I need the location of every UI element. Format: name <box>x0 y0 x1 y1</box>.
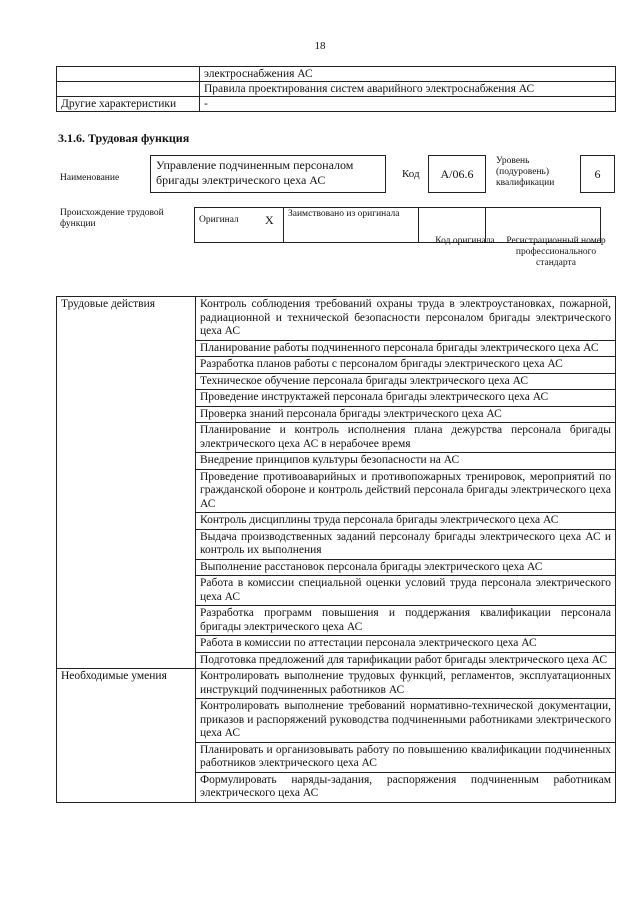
borrowed-label: Заимствовано из оригинала <box>284 208 419 243</box>
labor-action-item: Контроль дисциплины труда персонала бригады электрического цеха АС <box>196 513 616 530</box>
function-name-value: Управление подчиненным персоналом бригады электрического цеха АС <box>150 155 386 193</box>
labor-action-item: Работа в комиссии специальной оценки условий труда персонала электрического цеха АС <box>196 576 616 606</box>
table-row <box>57 453 616 470</box>
labor-action-item: Планирование и контроль исполнения плана дежурства персонала бригады электрического цеха АС в нерабочее время <box>196 423 616 453</box>
labor-action-group-label: Трудовые действия <box>57 297 196 341</box>
table-row <box>57 357 616 374</box>
table-row <box>57 373 616 390</box>
labor-action-item: Проведение противоаварийных и противопожарных тренировок, мероприятий по гражданской обороне и контроль действий персонала бригады электрического цеха АС <box>196 469 616 513</box>
group-label-cell <box>57 340 196 357</box>
function-details-table <box>56 296 616 803</box>
skill-item: Планировать и организовывать работу по повышению квалификации подчиненных работников электрического цеха АС <box>196 742 616 772</box>
page-number: 18 <box>314 40 326 52</box>
labor-action-item: Контроль соблюдения требований охраны труда в электроустановках, пожарной, радиационной и технической безопасности персоналом бригады электрического цеха АС <box>196 297 616 341</box>
group-label-cell <box>57 357 196 374</box>
labor-action-item: Работа в комиссии по аттестации персонала электрического цеха АС <box>196 636 616 653</box>
group-label-cell <box>57 559 196 576</box>
level-value: 6 <box>580 155 615 193</box>
group-label-cell <box>57 529 196 559</box>
name-label: Наименование <box>60 173 120 183</box>
table-row <box>57 67 616 82</box>
skill-item: Формулировать наряды-задания, распоряжения подчиненным работникам электрического цеха АС <box>196 772 616 802</box>
reg-caption: Регистрационный номер профессионального стандарта <box>506 236 606 268</box>
group-label-cell <box>57 606 196 636</box>
skill-item: Контролировать выполнение требований нормативно-технической документации, приказов и распоряжений руководства подчиненными работниками электрического цеха АС <box>196 699 616 743</box>
table-row <box>57 406 616 423</box>
table-cell: Правила проектирования систем аварийного электроснабжения АС <box>200 82 616 97</box>
table-row <box>57 97 616 112</box>
table-row <box>57 297 616 341</box>
group-label-cell <box>57 469 196 513</box>
labor-action-item: Разработка программ повышения и поддержания квалификации персонала бригады электрического цеха АС <box>196 606 616 636</box>
group-label-cell <box>57 636 196 653</box>
labor-action-item: Планирование работы подчиненного персонала бригады электрического цеха АС <box>196 340 616 357</box>
table-row <box>57 742 616 772</box>
table-cell <box>57 67 200 82</box>
table-row <box>57 559 616 576</box>
table-row <box>57 529 616 559</box>
skill-item: Контролировать выполнение трудовых функций, регламентов, эксплуатационных инструкций подчиненных работников АС <box>196 669 616 699</box>
labor-action-item: Внедрение принципов культуры безопасности на АС <box>196 453 616 470</box>
section-title: 3.1.6. Трудовая функция <box>58 131 190 145</box>
table-row <box>57 513 616 530</box>
group-label-cell <box>57 373 196 390</box>
labor-action-item: Подготовка предложений для тарификации работ бригады электрического цеха АС <box>196 652 616 669</box>
characteristics-table <box>56 66 616 112</box>
table-cell <box>57 82 200 97</box>
group-label-cell <box>57 772 196 802</box>
table-cell: электроснабжения АС <box>200 67 616 82</box>
labor-action-item: Техническое обучение персонала бригады электрического цеха АС <box>196 373 616 390</box>
code-value: A/06.6 <box>428 155 486 193</box>
labor-action-item: Проведение инструктажей персонала бригады электрического цеха АС <box>196 390 616 407</box>
table-row <box>57 652 616 669</box>
skill-group-label: Необходимые умения <box>57 669 196 699</box>
group-label-cell <box>57 390 196 407</box>
table-row <box>57 82 616 97</box>
table-row <box>57 669 616 699</box>
original-label: Оригинал <box>195 208 262 243</box>
group-label-cell <box>57 576 196 606</box>
group-label-cell <box>57 423 196 453</box>
group-label-cell <box>57 453 196 470</box>
code-caption: Код оригинала <box>435 236 495 246</box>
table-row <box>57 606 616 636</box>
group-label-cell <box>57 699 196 743</box>
original-mark: X <box>261 208 284 243</box>
table-row <box>57 699 616 743</box>
origin-label: Происхождение трудовой функции <box>60 208 164 229</box>
labor-action-item: Выполнение расстановок персонала бригады электрического цеха АС <box>196 559 616 576</box>
table-row <box>57 772 616 802</box>
table-row <box>57 390 616 407</box>
table-row <box>57 636 616 653</box>
table-row <box>57 576 616 606</box>
group-label-cell <box>57 742 196 772</box>
labor-action-item: Проверка знаний персонала бригады электрического цеха АС <box>196 406 616 423</box>
group-label-cell <box>57 406 196 423</box>
table-cell: Другие характеристики <box>57 97 200 112</box>
labor-action-item: Разработка планов работы с персоналом бригады электрического цеха АС <box>196 357 616 374</box>
table-row <box>57 340 616 357</box>
table-cell: - <box>200 97 616 112</box>
level-label: Уровень (подуровень) квалификации <box>496 156 555 188</box>
group-label-cell <box>57 652 196 669</box>
code-label: Код <box>402 168 420 180</box>
table-row <box>57 469 616 513</box>
table-row <box>57 423 616 453</box>
group-label-cell <box>57 513 196 530</box>
labor-action-item: Выдача производственных заданий персоналу бригады электрического цеха АС и контроль их выполнения <box>196 529 616 559</box>
